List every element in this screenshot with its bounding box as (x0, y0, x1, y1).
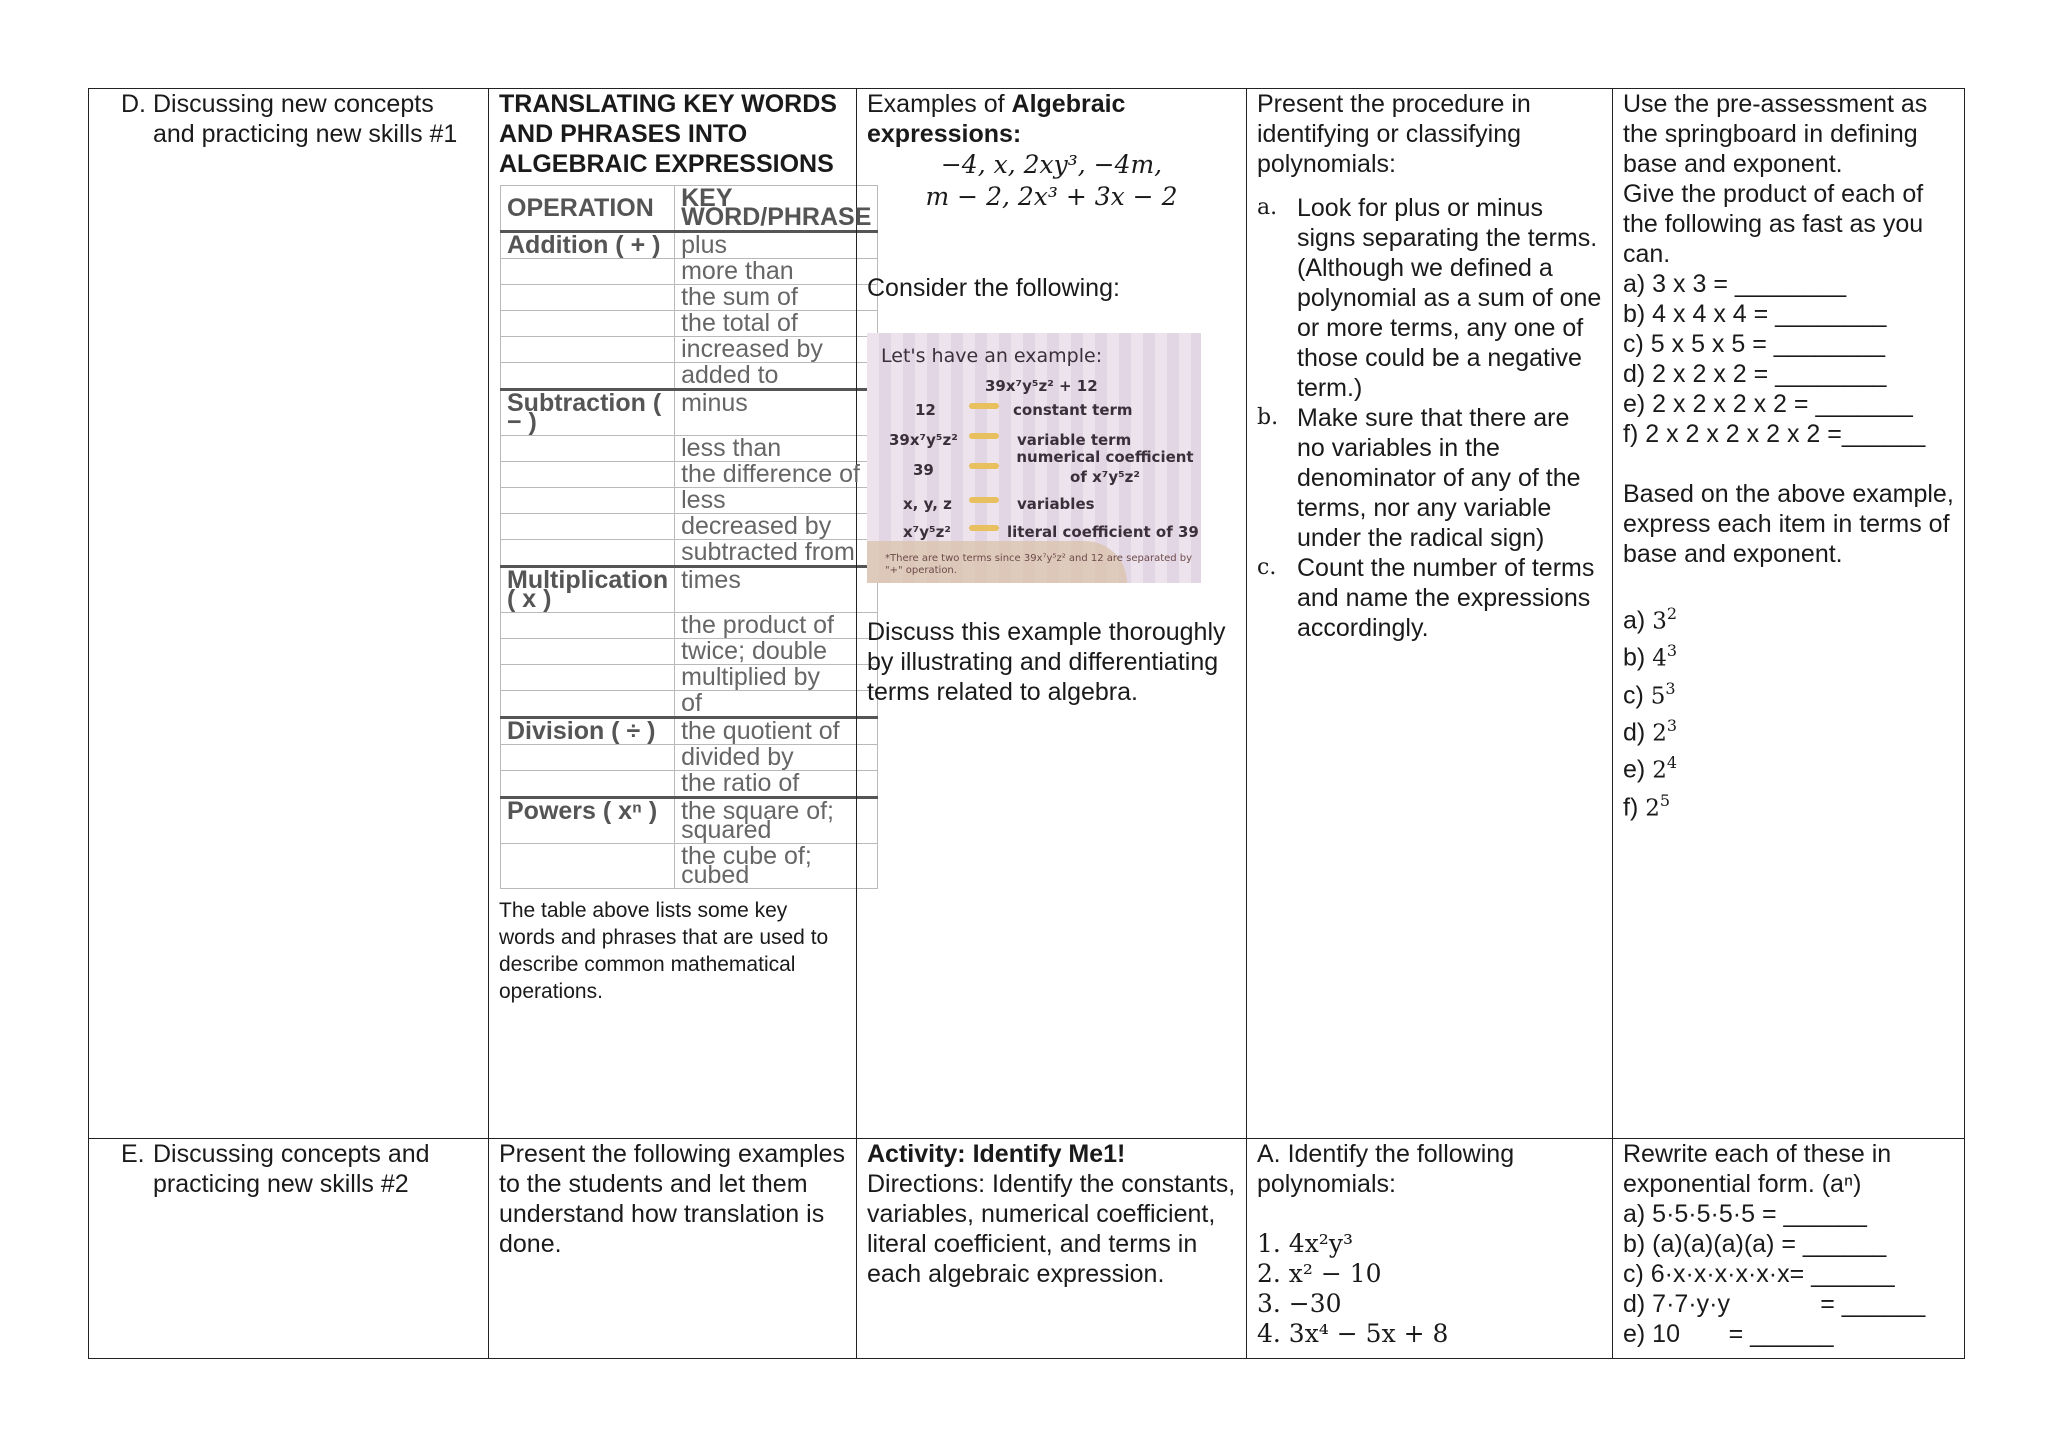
phrase-cell: the cube of; cubed (675, 844, 878, 889)
key-words-row (501, 462, 878, 488)
discuss-text: Discuss this example thoroughly by illustrating and differentiating terms related to algebra. (867, 618, 1226, 706)
product-line: e) 2 x 2 x 2 x 2 = _______ (1623, 390, 1913, 418)
phrase-cell: divided by (675, 745, 878, 771)
product-line: c) 5 x 5 x 5 = ________ (1623, 330, 1885, 358)
identify-polynomials-cell (1247, 1139, 1613, 1359)
operation-cell-empty (501, 436, 675, 462)
arrow-icon (969, 433, 999, 439)
key-words-header-row (501, 186, 878, 232)
power-label: e) (1623, 755, 1653, 784)
key-words-row (501, 259, 878, 285)
key-words-caption: The table above lists some key words and phrases that are used to describe common mathematical operations. (499, 899, 829, 1003)
power-base: 2 (1645, 794, 1660, 821)
example-image-right: variable term (1017, 431, 1132, 449)
based-on-text: Based on the above example, express each item in terms of base and exponent. (1623, 480, 1954, 568)
key-words-row (501, 798, 878, 844)
key-words-row (501, 718, 878, 745)
power-label: c) (1623, 680, 1651, 709)
power-base: 2 (1652, 757, 1667, 784)
phrase-cell: added to (675, 363, 878, 390)
consider-text: Consider the following: (867, 274, 1120, 302)
examples-intro: Examples of (867, 90, 1012, 118)
arrow-icon (969, 525, 999, 531)
phrase-cell: times (675, 567, 878, 613)
arrow-icon (969, 403, 999, 409)
phrase-cell: the square of; squared (675, 798, 878, 844)
power-base: 4 (1652, 645, 1667, 672)
key-words-row (501, 639, 878, 665)
power-base: 2 (1652, 720, 1667, 747)
key-words-header-operation: OPERATION (501, 186, 675, 232)
key-words-row (501, 390, 878, 436)
polynomial-item: 2. x² − 10 (1257, 1259, 1382, 1288)
arrow-icon (969, 497, 999, 503)
identify-intro: A. Identify the following polynomials: (1257, 1140, 1515, 1198)
example-image-right: numerical coefficient of x⁷y⁵z² (1016, 448, 1194, 486)
arrow-icon (969, 463, 999, 469)
rewrite-intro: Rewrite each of these in exponential form. (aⁿ) (1623, 1140, 1892, 1198)
rewrite-item: a) 5·5·5·5·5 = ______ (1623, 1200, 1867, 1228)
exponential-form-cell (1613, 1139, 1965, 1359)
operation-label: Division ( ÷ ) (501, 718, 675, 745)
example-image-title: Let's have an example: (881, 345, 1103, 367)
operation-cell-empty (501, 488, 675, 514)
table-row (89, 1139, 1965, 1359)
phrase-cell: multiplied by (675, 665, 878, 691)
operation-cell-empty (501, 613, 675, 639)
operation-cell-empty (501, 285, 675, 311)
phrase-cell: less than (675, 436, 878, 462)
give-product-text: Give the product of each of the following as fast as you can. (1623, 180, 1924, 268)
key-words-row (501, 691, 878, 718)
phrase-cell: the quotient of (675, 718, 878, 745)
phrase-cell: minus (675, 390, 878, 436)
power-exponent: 3 (1666, 715, 1678, 735)
activity-title: Activity: Identify Me1! (867, 1140, 1126, 1168)
translation-text: Present the following examples to the students and let them understand how translation is done. (499, 1140, 846, 1258)
key-words-row (501, 745, 878, 771)
rewrite-item: e) 10 = ______ (1623, 1320, 1834, 1348)
phrase-cell: subtracted from (675, 540, 878, 567)
key-words-title: TRANSLATING KEY WORDS AND PHRASES INTO ALGEBRAIC EXPRESSIONS (499, 90, 837, 178)
key-words-table (500, 185, 878, 889)
product-line: f) 2 x 2 x 2 x 2 x 2 =______ (1623, 420, 1926, 448)
power-exponent: 2 (1666, 604, 1678, 623)
operation-cell-empty (501, 462, 675, 488)
key-words-row (501, 844, 878, 889)
pre-assessment-text: Use the pre-assessment as the springboard in defining base and exponent. (1623, 90, 1928, 178)
power-label: a) (1623, 606, 1653, 635)
row-label: Discussing concepts and practicing new skills #2 (153, 1140, 430, 1198)
row-letter: D. (121, 90, 146, 118)
power-label: d) (1623, 718, 1653, 747)
base-exponent-cell (1613, 89, 1965, 1139)
polynomial-item: 4. 3x⁴ − 5x + 8 (1257, 1319, 1449, 1348)
example-image-expression: 39x⁷y⁵z² + 12 (985, 377, 1098, 395)
example-image-left: x⁷y⁵z² (903, 523, 951, 541)
phrase-cell: the sum of (675, 285, 878, 311)
power-label: b) (1623, 643, 1653, 672)
key-words-cell (489, 89, 872, 1139)
key-words-row (501, 613, 878, 639)
key-words-row (501, 337, 878, 363)
power-item (1623, 636, 1954, 673)
row-letter: E. (121, 1140, 145, 1168)
operation-cell-empty (501, 259, 675, 285)
product-line: d) 2 x 2 x 2 = ________ (1623, 360, 1887, 388)
phrase-cell: the product of (675, 613, 878, 639)
operation-cell-empty (501, 540, 675, 567)
activity-directions: Directions: Identify the constants, variables, numerical coefficient, literal coefficient, and terms in each algebraic expression. (867, 1170, 1236, 1288)
key-words-row (501, 311, 878, 337)
operation-cell-empty (501, 665, 675, 691)
key-words-row (501, 540, 878, 567)
example-image-left: 39 (913, 461, 934, 479)
list-item-text: Count the number of terms and name the expressions accordingly. (1297, 554, 1595, 642)
operation-cell-empty (501, 363, 675, 390)
phrase-cell: the total of (675, 311, 878, 337)
power-item (1623, 599, 1954, 636)
lesson-plan-page (88, 88, 1964, 1359)
power-base: 5 (1650, 682, 1666, 709)
phrase-cell: increased by (675, 337, 878, 363)
phrase-cell: twice; double (675, 639, 878, 665)
list-item-text: Look for plus or minus signs separating the terms. (Although we defined a polynomial as a sum of one or more terms, any one of those could be a negative term.) (1297, 194, 1602, 402)
operation-cell-empty (501, 311, 675, 337)
phrase-cell: of (675, 691, 878, 718)
operation-cell-empty (501, 691, 675, 718)
examples-heading (867, 89, 1236, 149)
list-marker: c. (1257, 555, 1277, 580)
phrase-cell: plus (675, 232, 878, 259)
power-label: f) (1623, 792, 1646, 821)
examples-math-line-1: −4, x, 2xy³, −4m, (940, 150, 1163, 179)
list-marker: b. (1257, 405, 1279, 430)
translation-cell (489, 1139, 857, 1359)
example-image-right: variables (1017, 495, 1095, 513)
example-image-left: 12 (915, 401, 936, 419)
activity-cell (857, 1139, 1247, 1359)
product-line: a) 3 x 3 = ________ (1623, 270, 1847, 298)
phrase-cell: the difference of (675, 462, 878, 488)
power-exponent: 5 (1659, 790, 1671, 810)
product-line: b) 4 x 4 x 4 = ________ (1623, 300, 1887, 328)
rewrite-item: b) (a)(a)(a)(a) = ______ (1623, 1230, 1887, 1258)
lesson-plan-table (88, 88, 1965, 1359)
power-item (1623, 748, 1954, 785)
examples-math-line-2: m − 2, 2x³ + 3x − 2 (925, 182, 1178, 211)
power-exponent: 4 (1666, 753, 1678, 773)
operation-cell-empty (501, 639, 675, 665)
algebra-example-image (867, 333, 1201, 583)
table-row (89, 89, 1965, 1139)
procedure-cell (1247, 89, 1613, 1139)
power-exponent: 3 (1665, 678, 1676, 698)
operation-cell-empty (501, 745, 675, 771)
list-item (1257, 553, 1602, 643)
operation-cell-empty (501, 844, 675, 889)
operation-label: Powers ( xⁿ ) (501, 798, 675, 844)
operation-cell-empty (501, 514, 675, 540)
example-image-note: *There are two terms since 39x⁷y⁵z² and 12 are separated by "+" operation. (885, 553, 1193, 576)
procedure-list (1257, 193, 1602, 643)
key-words-row (501, 665, 878, 691)
example-image-right: constant term (1013, 401, 1133, 419)
phrase-cell: the ratio of (675, 771, 878, 798)
rewrite-item: c) 6·x·x·x·x·x·x= ______ (1623, 1260, 1895, 1288)
procedure-intro: Present the procedure in identifying or classifying polynomials: (1257, 90, 1531, 178)
algebraic-expressions-cell (857, 89, 1247, 1139)
key-words-row (501, 488, 878, 514)
operation-cell-empty (501, 337, 675, 363)
operation-label: Addition ( + ) (501, 232, 675, 259)
phrase-cell: decreased by (675, 514, 878, 540)
phrase-cell: more than (675, 259, 878, 285)
power-base: 3 (1652, 608, 1667, 635)
key-words-row (501, 771, 878, 798)
power-item (1623, 786, 1954, 823)
key-words-header-phrase: KEY WORD/PHRASE (675, 186, 878, 232)
row-label-cell (89, 89, 489, 1139)
row-label: Discussing new concepts and practicing new skills #1 (153, 90, 458, 148)
power-exponent: 3 (1666, 641, 1678, 661)
list-item (1257, 193, 1602, 403)
operation-label: Multiplication ( x ) (501, 567, 675, 613)
example-image-right: literal coefficient of 39 (1007, 523, 1199, 541)
key-words-row (501, 514, 878, 540)
key-words-row (501, 232, 878, 259)
example-image-left: 39x⁷y⁵z² (889, 431, 958, 449)
operation-cell-empty (501, 771, 675, 798)
key-words-row (501, 436, 878, 462)
rewrite-item: d) 7·7·y·y = ______ (1623, 1290, 1926, 1318)
power-item (1623, 674, 1954, 711)
key-words-row (501, 285, 878, 311)
power-item (1623, 711, 1954, 748)
operation-label: Subtraction ( − ) (501, 390, 675, 436)
examples-intro-bold: Algebraic expressions: (867, 90, 1126, 148)
list-item-text: Make sure that there are no variables in the denominator of any of the terms, nor any variable under the radical sign) (1297, 404, 1581, 552)
list-item (1257, 403, 1602, 553)
list-marker: a. (1257, 195, 1278, 220)
example-image-left: x, y, z (903, 495, 952, 513)
phrase-cell: less (675, 488, 878, 514)
polynomial-item: 3. −30 (1257, 1289, 1342, 1318)
key-words-row (501, 567, 878, 613)
key-words-row (501, 363, 878, 390)
polynomial-item: 1. 4x²y³ (1257, 1229, 1353, 1258)
row-label-cell (89, 1139, 489, 1359)
